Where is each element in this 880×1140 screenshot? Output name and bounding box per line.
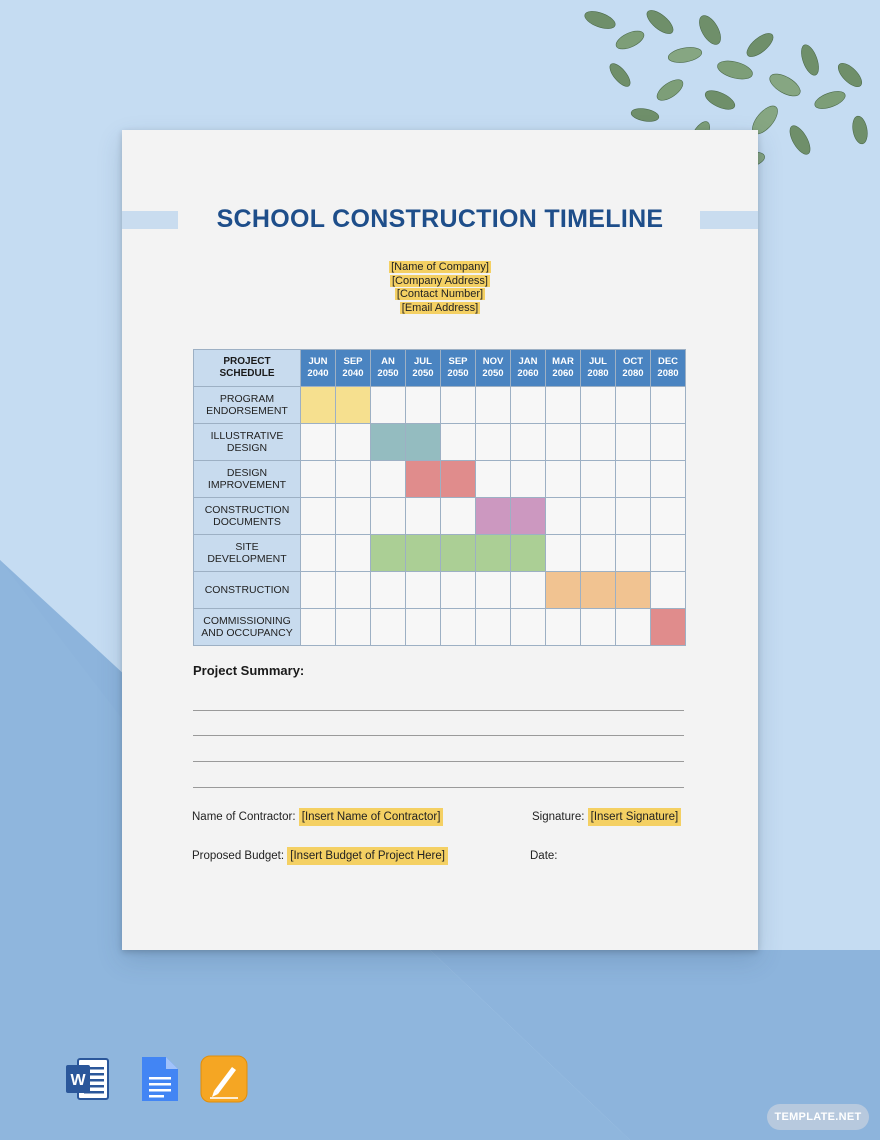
- month-name: JUN: [308, 356, 328, 367]
- timeline-cell[interactable]: [476, 424, 511, 461]
- timeline-bar-cell[interactable]: [441, 535, 476, 572]
- schedule-header-line-2: SCHEDULE: [219, 368, 275, 379]
- timeline-cell[interactable]: [441, 572, 476, 609]
- task-label-line: DESIGN: [226, 467, 268, 479]
- summary-line[interactable]: [193, 761, 684, 762]
- month-name: DEC: [657, 356, 679, 367]
- timeline-cell[interactable]: [616, 424, 651, 461]
- timeline-cell[interactable]: [651, 498, 686, 535]
- month-year: 2060: [552, 368, 574, 379]
- schedule-row: [194, 572, 686, 609]
- month-header: [651, 350, 686, 387]
- timeline-cell[interactable]: [441, 387, 476, 424]
- timeline-cell[interactable]: [651, 535, 686, 572]
- timeline-bar-cell[interactable]: [651, 609, 686, 646]
- month-header: [441, 350, 476, 387]
- month-name: AN: [381, 356, 395, 367]
- schedule-row: [194, 461, 686, 498]
- task-label: [194, 498, 301, 535]
- month-header: [406, 350, 441, 387]
- timeline-bar-cell[interactable]: [581, 572, 616, 609]
- month-name: JUL: [414, 356, 432, 367]
- timeline-cell[interactable]: [511, 461, 546, 498]
- timeline-cell[interactable]: [336, 498, 371, 535]
- contractor-label: Name of Contractor:: [192, 811, 296, 823]
- timeline-cell[interactable]: [476, 461, 511, 498]
- timeline-cell[interactable]: [546, 535, 581, 572]
- task-label: [194, 535, 301, 572]
- timeline-cell[interactable]: [371, 498, 406, 535]
- schedule-row: [194, 535, 686, 572]
- timeline-bar-cell[interactable]: [511, 535, 546, 572]
- task-label: [194, 609, 301, 646]
- month-name: SEP: [343, 356, 363, 367]
- template-watermark: TEMPLATE.NET: [767, 1104, 869, 1130]
- task-label: [194, 572, 301, 609]
- month-header: [301, 350, 336, 387]
- month-name: SEP: [448, 356, 468, 367]
- summary-line[interactable]: [193, 735, 684, 736]
- month-year: 2050: [447, 368, 469, 379]
- month-year: 2080: [622, 368, 644, 379]
- timeline-cell[interactable]: [441, 609, 476, 646]
- month-year: 2080: [587, 368, 609, 379]
- timeline-cell[interactable]: [651, 387, 686, 424]
- company-info: [122, 261, 758, 315]
- timeline-cell[interactable]: [616, 535, 651, 572]
- month-name: JUL: [589, 356, 607, 367]
- month-header: [581, 350, 616, 387]
- timeline-bar-cell[interactable]: [371, 424, 406, 461]
- timeline-cell[interactable]: [581, 609, 616, 646]
- month-header: [371, 350, 406, 387]
- timeline-cell[interactable]: [371, 572, 406, 609]
- date-label: Date:: [530, 850, 558, 862]
- month-header: [476, 350, 511, 387]
- timeline-cell[interactable]: [651, 424, 686, 461]
- timeline-cell[interactable]: [581, 424, 616, 461]
- timeline-cell[interactable]: [581, 535, 616, 572]
- timeline-cell[interactable]: [301, 498, 336, 535]
- month-year: 2060: [517, 368, 539, 379]
- summary-line[interactable]: [193, 710, 684, 711]
- task-label-line: CONSTRUCTION: [204, 504, 290, 516]
- timeline-cell[interactable]: [546, 609, 581, 646]
- month-year: 2040: [342, 368, 364, 379]
- schedule-body: [194, 387, 686, 646]
- month-year: 2080: [657, 368, 679, 379]
- timeline-bar-cell[interactable]: [406, 424, 441, 461]
- timeline-cell[interactable]: [301, 609, 336, 646]
- timeline-cell[interactable]: [476, 572, 511, 609]
- timeline-cell[interactable]: [476, 387, 511, 424]
- timeline-bar-cell[interactable]: [441, 461, 476, 498]
- budget-value[interactable]: [Insert Budget of Project Here]: [287, 847, 448, 865]
- task-label: [194, 461, 301, 498]
- timeline-cell[interactable]: [616, 387, 651, 424]
- document-title: SCHOOL CONSTRUCTION TIMELINE: [216, 205, 664, 233]
- month-year: 2040: [307, 368, 329, 379]
- schedule-header-line-1: PROJECT: [223, 356, 271, 367]
- timeline-cell[interactable]: [336, 609, 371, 646]
- timeline-bar-cell[interactable]: [511, 498, 546, 535]
- pages-icon[interactable]: [200, 1055, 248, 1103]
- budget-field: [192, 850, 448, 862]
- timeline-cell[interactable]: [476, 609, 511, 646]
- company-email[interactable]: [Email Address]: [401, 301, 479, 314]
- timeline-cell[interactable]: [406, 498, 441, 535]
- timeline-cell[interactable]: [616, 461, 651, 498]
- month-header: [336, 350, 371, 387]
- timeline-cell[interactable]: [336, 461, 371, 498]
- task-label-line: ENDORSEMENT: [206, 405, 288, 417]
- timeline-cell[interactable]: [441, 424, 476, 461]
- timeline-bar-cell[interactable]: [406, 461, 441, 498]
- date-field: [530, 850, 558, 862]
- budget-label: Proposed Budget:: [192, 850, 285, 862]
- task-label-line: COMMISSIONING: [203, 615, 291, 627]
- timeline-cell[interactable]: [301, 424, 336, 461]
- timeline-bar-cell[interactable]: [546, 572, 581, 609]
- timeline-cell[interactable]: [336, 572, 371, 609]
- task-label-line: IMPROVEMENT: [207, 479, 287, 491]
- month-header: [546, 350, 581, 387]
- task-label-line: CONSTRUCTION: [204, 584, 290, 596]
- word-icon-letter: W: [70, 1072, 86, 1089]
- task-label: [194, 387, 301, 424]
- timeline-cell[interactable]: [336, 424, 371, 461]
- timeline-bar-cell[interactable]: [336, 387, 371, 424]
- month-year: 2050: [482, 368, 504, 379]
- schedule-row: [194, 498, 686, 535]
- timeline-cell[interactable]: [546, 498, 581, 535]
- document-page: [122, 130, 758, 950]
- timeline-cell[interactable]: [371, 461, 406, 498]
- contractor-value[interactable]: [Insert Name of Contractor]: [299, 808, 444, 826]
- timeline-cell[interactable]: [651, 461, 686, 498]
- project-summary-label: Project Summary:: [193, 663, 305, 678]
- timeline-cell[interactable]: [511, 424, 546, 461]
- timeline-cell[interactable]: [616, 498, 651, 535]
- company-address[interactable]: [Company Address]: [392, 274, 488, 287]
- timeline-bar-cell[interactable]: [371, 535, 406, 572]
- task-label: [194, 424, 301, 461]
- timeline-cell[interactable]: [511, 572, 546, 609]
- month-header: [616, 350, 651, 387]
- timeline-cell[interactable]: [511, 609, 546, 646]
- timeline-cell[interactable]: [546, 461, 581, 498]
- timeline-cell[interactable]: [581, 461, 616, 498]
- timeline-cell[interactable]: [511, 387, 546, 424]
- month-year: 2050: [412, 368, 434, 379]
- timeline-cell[interactable]: [441, 498, 476, 535]
- timeline-bar-cell[interactable]: [476, 535, 511, 572]
- timeline-cell[interactable]: [406, 572, 441, 609]
- timeline-cell[interactable]: [301, 461, 336, 498]
- signature-label: Signature:: [532, 811, 585, 823]
- task-label-line: SITE DEVELOPMENT: [207, 541, 287, 565]
- month-year: 2050: [377, 368, 399, 379]
- signature-field: [532, 811, 681, 823]
- task-label-line: PROGRAM: [219, 393, 275, 405]
- month-name: MAR: [552, 356, 574, 367]
- timeline-cell[interactable]: [371, 609, 406, 646]
- task-label-line: DESIGN: [226, 442, 268, 454]
- timeline-cell[interactable]: [406, 609, 441, 646]
- timeline-bar-cell[interactable]: [476, 498, 511, 535]
- month-name: NOV: [482, 356, 504, 367]
- word-icon[interactable]: [64, 1055, 112, 1103]
- month-name: OCT: [622, 356, 644, 367]
- schedule-header-row: [194, 350, 686, 387]
- summary-line[interactable]: [193, 787, 684, 788]
- task-label-line: ILLUSTRATIVE: [210, 430, 284, 442]
- schedule-table: [193, 349, 686, 646]
- timeline-cell[interactable]: [581, 387, 616, 424]
- schedule-row: [194, 424, 686, 461]
- contractor-field: [192, 811, 443, 823]
- company-contact[interactable]: [Contact Number]: [396, 288, 484, 300]
- company-name[interactable]: [Name of Company]: [391, 261, 489, 273]
- timeline-cell[interactable]: [406, 387, 441, 424]
- timeline-cell[interactable]: [301, 535, 336, 572]
- timeline-cell[interactable]: [371, 387, 406, 424]
- schedule-row: [194, 609, 686, 646]
- timeline-cell[interactable]: [546, 387, 581, 424]
- timeline-bar-cell[interactable]: [616, 572, 651, 609]
- timeline-bar-cell[interactable]: [406, 535, 441, 572]
- google-docs-icon[interactable]: [136, 1055, 184, 1103]
- signature-value[interactable]: [Insert Signature]: [588, 808, 682, 826]
- timeline-cell[interactable]: [581, 498, 616, 535]
- timeline-cell[interactable]: [301, 572, 336, 609]
- task-label-line: DOCUMENTS: [213, 516, 281, 528]
- timeline-cell[interactable]: [336, 535, 371, 572]
- schedule-header-cell: [194, 350, 301, 387]
- month-name: JAN: [518, 356, 538, 367]
- timeline-cell[interactable]: [616, 609, 651, 646]
- task-label-line: AND OCCUPANCY: [201, 627, 293, 639]
- timeline-cell[interactable]: [651, 572, 686, 609]
- timeline-cell[interactable]: [546, 424, 581, 461]
- month-header: [511, 350, 546, 387]
- schedule-row: [194, 387, 686, 424]
- timeline-bar-cell[interactable]: [301, 387, 336, 424]
